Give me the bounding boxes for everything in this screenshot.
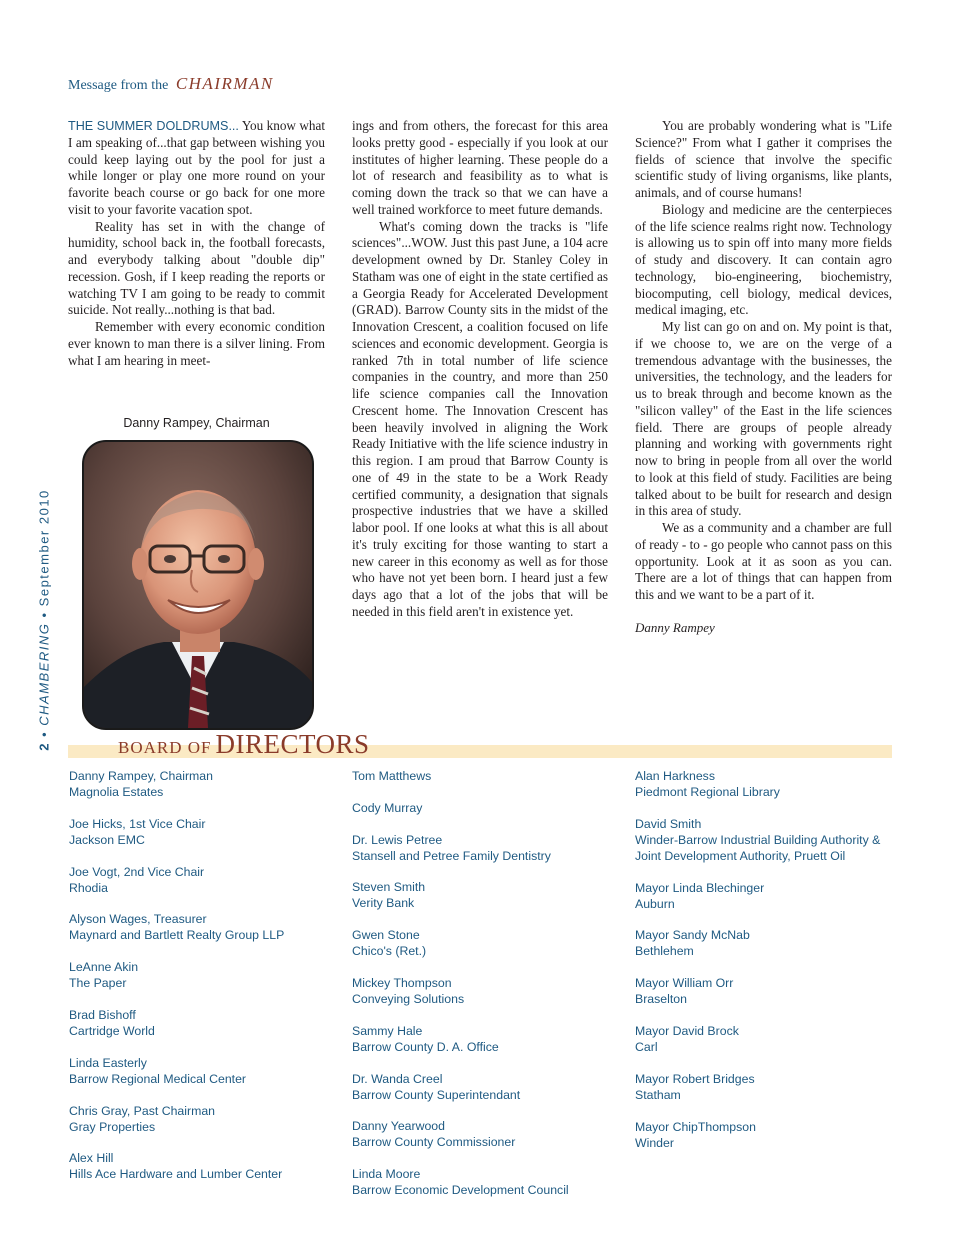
director-entry: [69, 959, 284, 991]
director-name: Mayor Linda Blechinger: [635, 880, 765, 895]
article-paragraph: ings and from others, the forecast for this area looks pretty good - especially if you look at our institutes of higher learning. These people do a lot of research and feasibility as to what is coming down the track so that we can have a well trained workforce to meet future demands.: [352, 118, 608, 217]
photo-caption: Danny Rampey, Chairman: [123, 416, 270, 430]
director-affiliation: Statham: [635, 1087, 681, 1102]
director-affiliation: Magnolia Estates: [69, 785, 164, 799]
director-name: Sammy Hale: [352, 1023, 423, 1038]
director-affiliation: The Paper: [69, 976, 127, 991]
article-column-3: [635, 118, 892, 637]
article-paragraph: You are probably wondering what is "Life Science?" From what I gather it comprises the fields of science that involve the specific scientific study of living organisms, like plants, animals, and of course humans!: [635, 118, 892, 200]
director-entry: [352, 879, 569, 911]
director-name: Alyson Wages, Treasurer: [69, 912, 207, 927]
director-affiliation: Carl: [635, 1039, 658, 1054]
director-name: Mayor Sandy McNab: [635, 928, 750, 943]
director-entry: [352, 768, 569, 784]
page-number: 2: [36, 742, 52, 751]
director-affiliation: Jackson EMC: [69, 832, 145, 847]
director-entry: [635, 1119, 880, 1151]
directors-column-3: [635, 768, 880, 1166]
director-affiliation: Conveying Solutions: [352, 991, 465, 1006]
director-affiliation: Chico's (Ret.): [352, 944, 427, 959]
director-entry: [635, 1023, 880, 1055]
director-affiliation: Hills Ace Hardware and Lumber Center: [69, 1167, 283, 1182]
director-entry: [635, 816, 880, 864]
director-name: Danny Rampey, Chairman: [69, 769, 213, 783]
director-affiliation: Piedmont Regional Library: [635, 785, 780, 799]
director-affiliation: Stansell and Petree Family Dentistry: [352, 848, 551, 863]
article-paragraph: Biology and medicine are the centerpieces of the life science realms right now. Technology is allowing us to spin off into many more fields of study and discovery. It can contain agro technology, bio-engineering, biochemistry, biocomputing, cell biology, medical devices, medical imaging, etc.: [635, 201, 892, 318]
page-folio: 2 • CHAMBERING • September 2010: [36, 489, 52, 751]
director-name: LeAnne Akin: [69, 960, 139, 975]
article-lead: THE SUMMER DOLDRUMS...: [68, 119, 239, 133]
director-name: Dr. Wanda Creel: [352, 1071, 443, 1086]
director-affiliation: Joint Development Authority, Pruett Oil: [635, 848, 846, 863]
director-name: Steven Smith: [352, 880, 426, 895]
chairman-portrait: [82, 440, 314, 730]
article-signature: Danny Rampey: [635, 619, 715, 635]
director-entry: [69, 816, 284, 848]
directors-column-2: [352, 768, 569, 1214]
board-title: [118, 729, 370, 760]
director-entry: [352, 1166, 569, 1198]
director-name: Gwen Stone: [352, 928, 420, 943]
director-affiliation: Barrow County Superintendant: [352, 1087, 521, 1102]
director-entry: [69, 768, 284, 800]
article-paragraph: We as a community and a chamber are full of ready - to - go people who cannot pass on this opportunity. Look at it as soon as you can. There are a lot of things that can happen from this and we want to be a part of it.: [635, 520, 892, 602]
article-paragraph: Remember with every economic condition ever known to man there is a silver lining. From what I am hearing in meet-: [68, 319, 325, 368]
director-name: Joe Hicks, 1st Vice Chair: [69, 816, 206, 831]
article-paragraph: THE SUMMER DOLDRUMS... You know what I am speaking of...that gap between wishing you could keep laying out by the pool for just a while longer or play one more round on your favorite beach course or go back for one more visit to your favorite vacation spot.: [68, 118, 325, 217]
director-entry: [635, 1071, 880, 1103]
director-affiliation: Barrow Economic Development Council: [352, 1183, 569, 1198]
director-entry: [69, 911, 284, 943]
director-name: Mayor David Brock: [635, 1023, 739, 1038]
article-column-2: [352, 118, 608, 621]
header-title: CHAIRMAN: [175, 74, 274, 93]
article-paragraph: My list can go on and on. My point is that, if we choose to, we are on the verge of a tremendous advantage with the businesses, the universities, the technology, and the leaders for us to break through and become known as the "silicon valley" of the East in the life sciences field. There are groups of people already planning and working with governments right now to bring in people from all over the world to look at this field of study. Facilities are being talked about to be built for research and design in this area of study.: [635, 319, 892, 519]
director-entry: [635, 975, 880, 1007]
director-entry: [352, 832, 569, 864]
director-name: Linda Easterly: [69, 1055, 147, 1070]
director-affiliation: Auburn: [635, 896, 675, 911]
director-name: Cody Murray: [352, 800, 423, 815]
director-name: Danny Yearwood: [352, 1119, 445, 1134]
director-name: Tom Matthews: [352, 769, 432, 783]
director-entry: [69, 1007, 284, 1039]
director-affiliation: Barrow County D. A. Office: [352, 1039, 499, 1054]
director-affiliation: Winder-Barrow Industrial Building Authority &: [635, 832, 881, 847]
director-name: Mickey Thompson: [352, 975, 452, 990]
director-entry: [352, 975, 569, 1007]
director-name: Joe Vogt, 2nd Vice Chair: [69, 864, 205, 879]
director-entry: [69, 1103, 284, 1135]
director-affiliation: Rhodia: [69, 880, 108, 895]
section-header: [68, 74, 274, 94]
board-title-small: BOARD OF: [118, 738, 212, 757]
director-entry: [352, 1071, 569, 1103]
director-name: Linda Moore: [352, 1167, 421, 1182]
director-name: Alex Hill: [69, 1151, 114, 1166]
director-affiliation: Gray Properties: [69, 1119, 156, 1134]
director-affiliation: Braselton: [635, 992, 687, 1007]
director-affiliation: Winder: [635, 1135, 674, 1150]
director-entry: [352, 1023, 569, 1055]
director-name: Mayor ChipThompson: [635, 1119, 756, 1134]
director-affiliation: Barrow Regional Medical Center: [69, 1071, 247, 1086]
header-prefix: Message from the: [68, 78, 169, 93]
article-paragraph: Reality has set in with the change of humidity, school back in, the football forecasts, and everybody talking about "double dip" recession. Gosh, if I keep reading the reports or watching TV I am going to be ready to commit suicide. Not really...nothing is that bad.: [68, 218, 325, 318]
director-affiliation: Maynard and Bartlett Realty Group LLP: [69, 928, 285, 943]
director-affiliation: Barrow County Commissioner: [352, 1135, 516, 1150]
director-name: David Smith: [635, 816, 702, 831]
director-entry: [69, 1150, 284, 1182]
portrait-image: [84, 442, 312, 728]
directors-column-1: [69, 768, 284, 1198]
director-entry: [635, 768, 880, 800]
director-entry: [69, 1055, 284, 1087]
article-column-1: [68, 118, 325, 369]
director-affiliation: Verity Bank: [352, 896, 415, 911]
director-entry: [635, 880, 880, 912]
director-name: Dr. Lewis Petree: [352, 832, 443, 847]
director-entry: [352, 927, 569, 959]
article-paragraph: What's coming down the tracks is "life sciences"...WOW. Just this past June, a 104 acre development owned by Dr. Stanley Coley in Statham was one of eight in the state certified as a Georgia Ready for Accelerated Development (GRAD). Barrow County sits in the midst of the Innovation Crescent, a coalition focused on life sciences and economic development. Georgia is ranked 7th in total number of life science companies in the country, and more than 250 life science companies call the Innovation Crescent home. The Innovation Crescent has been heavily involved in aligning the Work Ready Initiative with the life science industry in this region. I am proud that Barrow County is one of 49 in the state to be a Work Ready certified community, a designation that signals prospective industries that we have a skilled labor pool. If one looks at what this is all about it's truly exciting for those wanting to start a new career in this economy as well as for those who have not yet been born. I heard just a few days ago that a lot of the jobs that will be needed in this field aren't in existence yet.: [352, 218, 608, 619]
director-affiliation: Bethlehem: [635, 944, 694, 959]
director-name: Mayor Robert Bridges: [635, 1071, 755, 1086]
director-entry: [635, 927, 880, 959]
magazine-name: CHAMBERING: [36, 622, 52, 726]
director-entry: [352, 1118, 569, 1150]
director-name: Brad Bishoff: [69, 1007, 136, 1022]
director-entry: [352, 800, 569, 816]
issue-date: September 2010: [36, 489, 52, 607]
director-entry: [69, 864, 284, 896]
director-name: Alan Harkness: [635, 769, 715, 783]
director-affiliation: Cartridge World: [69, 1023, 155, 1038]
board-title-large: DIRECTORS: [215, 729, 370, 759]
director-name: Mayor William Orr: [635, 976, 734, 991]
director-name: Chris Gray, Past Chairman: [69, 1103, 216, 1118]
